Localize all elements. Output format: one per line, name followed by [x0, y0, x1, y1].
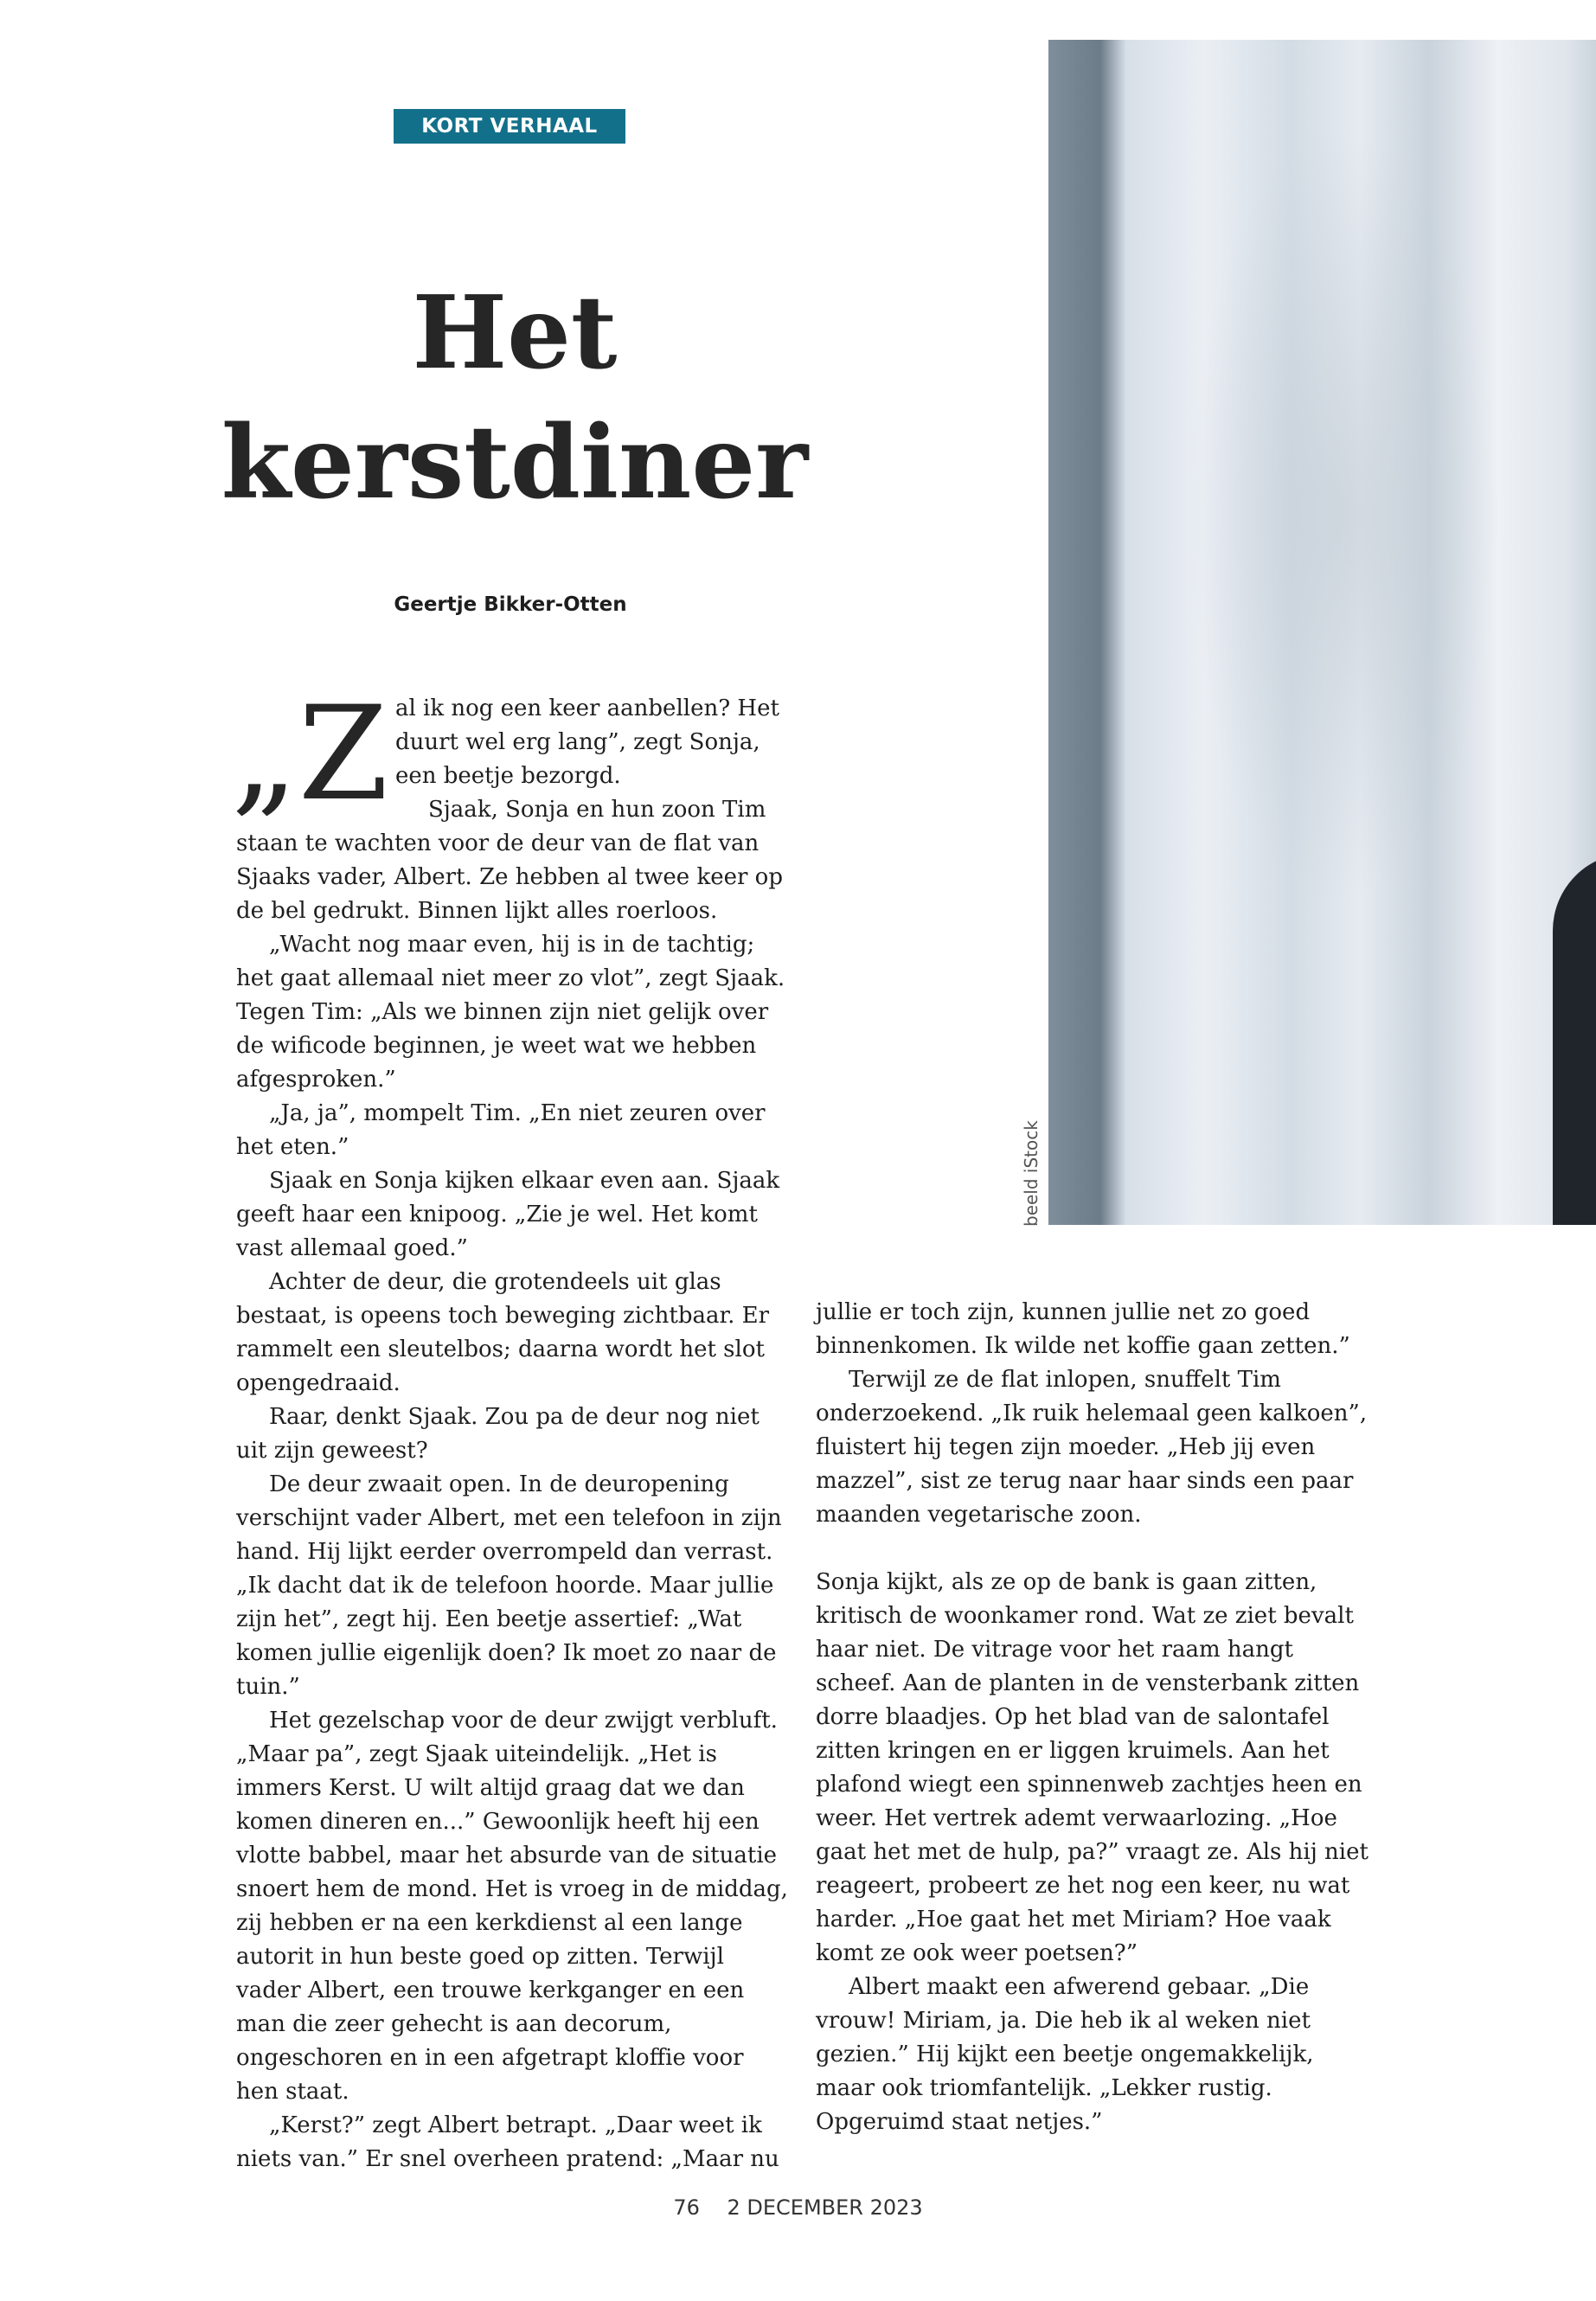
title-line-2: kerstdiner [221, 404, 809, 522]
issue-date: 2 DECEMBER 2023 [727, 2195, 923, 2220]
section-tag: KORT VERHAAL [394, 109, 625, 144]
paragraph: Albert maakt een afwerend gebaar. „Die vrouw! Miriam, ja. Die heb ik al weken niet gezien.” Hij kijkt een beetje ongemakkelijk, maar ook triomfantelijk. „Lekker rustig. Opgeruimd staat netjes.” [816, 1974, 1314, 2135]
paragraph: al ik nog een keer aanbellen? Het duurt wel erg lang”, zegt Sonja, een beetje bezorgd. [394, 695, 779, 789]
section-break [816, 1532, 1369, 1566]
paragraph: Raar, denkt Sjaak. Zou pa de deur nog niet uit zijn geweest? [236, 1404, 760, 1464]
paragraph: De deur zwaait open. In de deuropening verschijnt vader Albert, met een telefoon in zijn hand. Hij lijkt eerder overrompeld dan verrast. „Ik dacht dat ik de telefoon hoorde. Maar jullie zijn het”, zegt hij. Een beetje assertief: „Wat komen jullie eigenlijk doen? Ik moet zo naar de tuin.” [236, 1471, 782, 1700]
paragraph: Terwijl ze de flat inlopen, snuffelt Tim onderzoekend. „Ik ruik helemaal geen kalkoen”, fluistert hij tegen zijn moeder. „Heb jij even mazzel”, sist ze terug naar haar sinds een paar maanden vegetarische zoon. [816, 1367, 1368, 1528]
title-line-1: Het [412, 274, 618, 392]
article-title [173, 268, 856, 528]
paragraph: Sjaak en Sonja kijken elkaar even aan. Sjaak geeft haar een knipoog. „Zie je wel. Het komt vast allemaal goed.” [236, 1168, 780, 1261]
photo-credit: beeld iStock [1021, 1120, 1042, 1227]
text-column-left [231, 679, 790, 2176]
text-column-right [816, 1296, 1369, 2139]
paragraph: „Kerst?” zegt Albert betrapt. „Daar weet ik niets van.” Er snel overheen pratend: „Maar nu [236, 2112, 779, 2172]
photo-window-blur [1187, 126, 1498, 905]
page-number: 76 [673, 2195, 700, 2220]
photo-figure-shoulder [1553, 853, 1596, 1225]
paragraph: Sjaak, Sonja en hun zoon Tim staan te wachten voor de deur van de flat van Sjaaks vader, Albert. Ze hebben al twee keer op de bel gedrukt. Binnen lijkt alles roerloos. [236, 797, 783, 924]
page-footer [0, 2195, 1596, 2220]
article-photo [1048, 40, 1596, 1225]
paragraph: jullie er toch zijn, kunnen jullie net zo goed binnenkomen. Ik wilde net koffie gaan zetten.” [816, 1299, 1350, 1359]
paragraph: Sonja kijkt, als ze op de bank is gaan zitten, kritisch de woonkamer rond. Wat ze ziet bevalt haar niet. De vitrage voor het raam hangt scheef. Aan de planten in de vensterbank zitten dorre blaadjes. Op het blad van de salontafel zitten kringen en er liggen kruimels. Aan het plafond wiegt een spinnenweb zachtjes heen en weer. Het vertrek ademt verwaarlozing. „Hoe gaat het met de hulp, pa?” vraagt ze. Als hij niet reageert, probeert ze het nog een keer, nu wat harder. „Hoe gaat het met Miriam? Hoe vaak komt ze ook weer poetsen?” [816, 1569, 1368, 1966]
drop-cap: „Z [231, 679, 388, 830]
paragraph: Achter de deur, die grotendeels uit glas bestaat, is opeens toch beweging zichtbaar. Er rammelt een sleutelbos; daarna wordt het slot opengedraaid. [236, 1269, 770, 1396]
paragraph: „Ja, ja”, mompelt Tim. „En niet zeuren over het eten.” [236, 1100, 766, 1160]
author-byline: Geertje Bikker-Otten [394, 593, 627, 616]
paragraph: Het gezelschap voor de deur zwijgt verbluft. „Maar pa”, zegt Sjaak uiteindelijk. „Het is immers Kerst. U wilt altijd graag dat we dan komen dineren en...” Gewoonlijk heeft hij een vlotte babbel, maar het absurde van de situatie snoert hem de mond. Het is vroeg in de middag, zij hebben er na een kerkdienst al een lange autorit in hun beste goed op zitten. Terwijl vader Albert, een trouwe kerkganger en een man die zeer gehecht is aan decorum, ongeschoren en in een afgetrapt kloffie voor hen staat. [236, 1708, 788, 2105]
paragraph: „Wacht nog maar even, hij is in de tachtig; het gaat allemaal niet meer zo vlot”, zegt Sjaak. Tegen Tim: „Als we binnen zijn niet gelijk over de wificode beginnen, je weet wat we hebben afgesproken.” [236, 932, 785, 1093]
